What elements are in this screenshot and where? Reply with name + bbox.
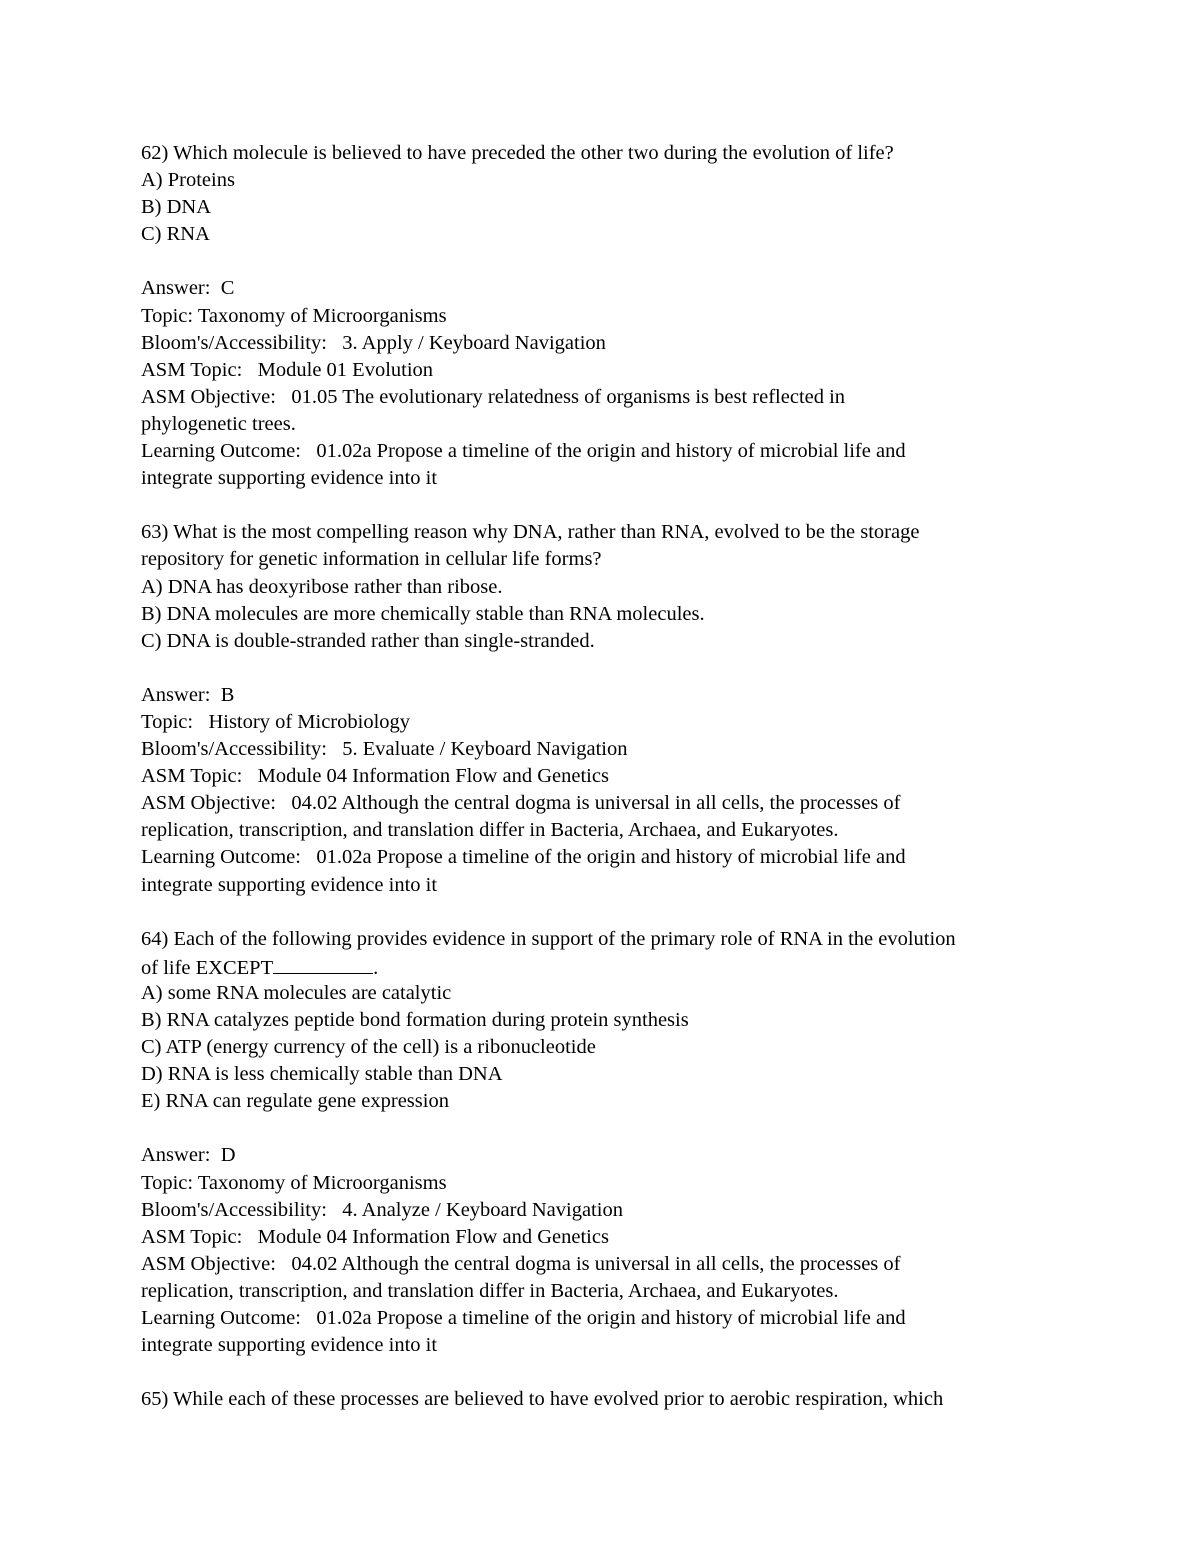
option-e: E) RNA can regulate gene expression (141, 1090, 449, 1113)
question-stem: 65) While each of these processes are believed to have evolved prior to aerobic respiration, which (141, 1388, 944, 1411)
blooms-line: Bloom's/Accessibility: 3. Apply / Keyboard Navigation (141, 331, 606, 354)
question-stem: 64) Each of the following provides evidence in support of the primary role of RNA in the evolution (141, 927, 956, 950)
spacer (141, 248, 1071, 275)
answer-line: Answer: D (141, 1144, 236, 1167)
asm-topic-line: ASM Topic: Module 04 Information Flow and Genetics (141, 1225, 609, 1248)
option-c: C) RNA (141, 223, 210, 246)
question-stem: 63) What is the most compelling reason why DNA, rather than RNA, evolved to be the storage (141, 521, 920, 544)
asm-objective-line-cont: phylogenetic trees. (141, 412, 296, 435)
asm-topic-line: ASM Topic: Module 04 Information Flow and Genetics (141, 765, 609, 788)
question-62 (141, 140, 1071, 519)
learning-outcome-line-cont: integrate supporting evidence into it (141, 873, 438, 896)
option-b: B) DNA molecules are more chemically stable than RNA molecules. (141, 602, 705, 625)
document-page (141, 140, 1071, 1413)
question-65 (141, 1386, 1071, 1413)
option-c: C) ATP (energy currency of the cell) is a ribonucleotide (141, 1036, 596, 1059)
answer-line: Answer: B (141, 683, 235, 706)
asm-topic-line: ASM Topic: Module 01 Evolution (141, 358, 434, 381)
question-stem: 62) Which molecule is believed to have preceded the other two during the evolution of life? (141, 142, 894, 164)
learning-outcome-line-cont: integrate supporting evidence into it (141, 467, 438, 490)
stem-text: of life EXCEPT (141, 956, 274, 979)
question-stem-cont: repository for genetic information in cellular life forms? (141, 548, 602, 571)
question-stem-cont (141, 953, 1071, 980)
option-a: A) Proteins (141, 169, 235, 192)
question-64 (141, 926, 1071, 1387)
asm-objective-line-cont: replication, transcription, and translation differ in Bacteria, Archaea, and Eukaryotes. (141, 819, 839, 842)
learning-outcome-line-cont: integrate supporting evidence into it (141, 1334, 438, 1357)
learning-outcome-line: Learning Outcome: 01.02a Propose a timeline of the origin and history of microbial life and (141, 1307, 906, 1330)
option-d: D) RNA is less chemically stable than DNA (141, 1063, 503, 1086)
option-b: B) DNA (141, 196, 212, 219)
asm-objective-line: ASM Objective: 04.02 Although the central dogma is universal in all cells, the processes of (141, 1252, 901, 1275)
question-63 (141, 519, 1071, 925)
answer-line: Answer: C (141, 277, 235, 300)
learning-outcome-line: Learning Outcome: 01.02a Propose a timeline of the origin and history of microbial life and (141, 440, 906, 463)
option-a: A) DNA has deoxyribose rather than ribose. (141, 575, 503, 598)
option-c: C) DNA is double-stranded rather than single-stranded. (141, 629, 595, 652)
spacer (141, 492, 1071, 519)
topic-line: Topic: Taxonomy of Microorganisms (141, 304, 447, 327)
learning-outcome-line: Learning Outcome: 01.02a Propose a timeline of the origin and history of microbial life and (141, 846, 906, 869)
option-a: A) some RNA molecules are catalytic (141, 981, 452, 1004)
topic-line: Topic: History of Microbiology (141, 710, 411, 733)
spacer (141, 899, 1071, 926)
option-b: B) RNA catalyzes peptide bond formation during protein synthesis (141, 1009, 689, 1031)
blooms-line: Bloom's/Accessibility: 4. Analyze / Keyboard Navigation (141, 1198, 623, 1221)
asm-objective-line-cont: replication, transcription, and translation differ in Bacteria, Archaea, and Eukaryotes. (141, 1279, 839, 1302)
spacer (141, 1359, 1071, 1386)
blooms-line: Bloom's/Accessibility: 5. Evaluate / Keyboard Navigation (141, 738, 628, 761)
stem-tail: . (373, 956, 379, 979)
answer-blank (273, 953, 373, 974)
spacer (141, 1115, 1071, 1142)
asm-objective-line: ASM Objective: 01.05 The evolutionary relatedness of organisms is best reflected in (141, 385, 846, 408)
topic-line: Topic: Taxonomy of Microorganisms (141, 1171, 447, 1194)
spacer (141, 655, 1071, 682)
asm-objective-line: ASM Objective: 04.02 Although the central dogma is universal in all cells, the processes of (141, 792, 901, 815)
